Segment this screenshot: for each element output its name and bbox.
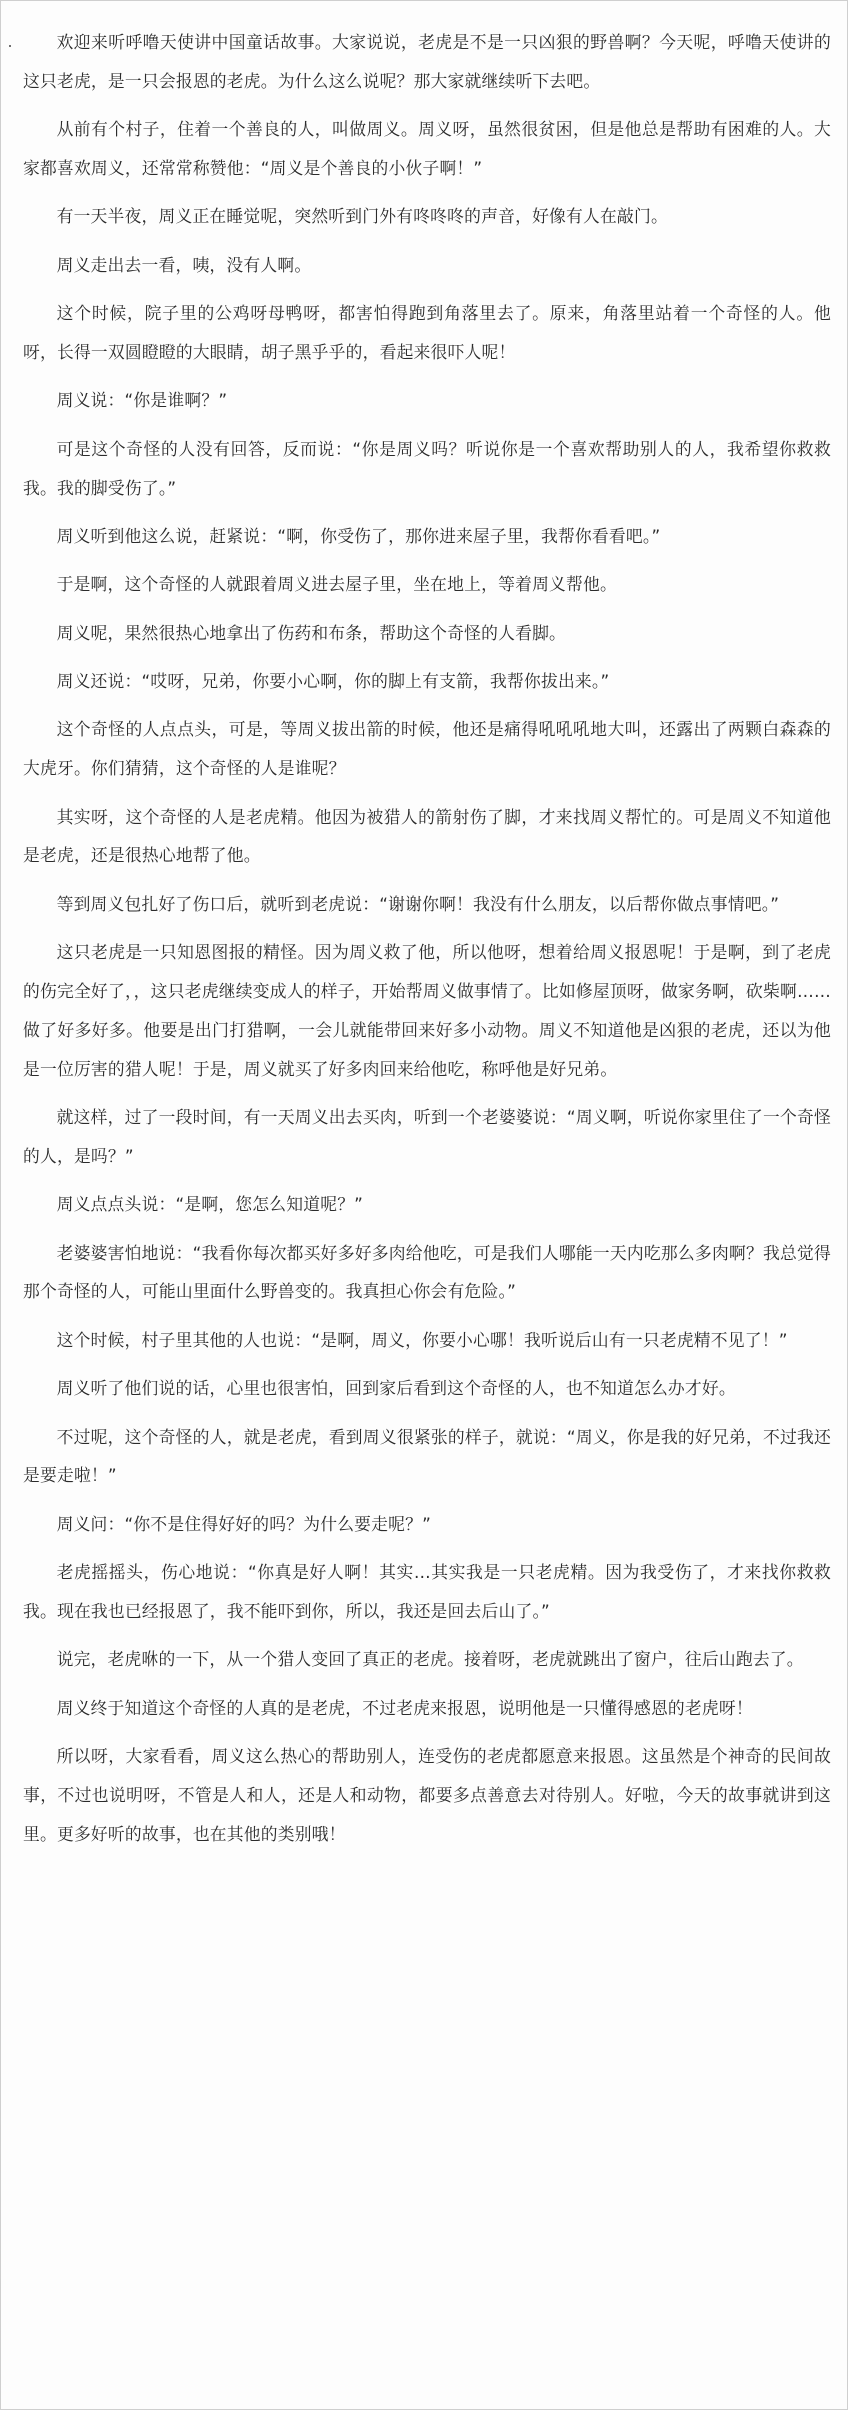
paragraph-25: 周义终于知道这个奇怪的人真的是老虎，不过老虎来报恩，说明他是一只懂得感恩的老虎呀！ [56, 1697, 753, 1718]
paragraph-18: 老婆婆害怕地说：“我看你每次都买好多好多肉给他吃，可是我们人哪能一天内吃那么多肉啊？我总觉得那个奇怪的人，可能山里面什么野兽变的。我真担心你会有危险。” [23, 1242, 831, 1302]
paragraph-13: 其实呀，这个奇怪的人是老虎精。他因为被猎人的箭射伤了脚，才来找周义帮忙的。可是周义不知道他是老虎，还是很热心地帮了他。 [23, 806, 831, 866]
paragraph-4: 周义走出去一看，咦，没有人啊。 [56, 254, 312, 275]
paragraph-7: 可是这个奇怪的人没有回答，反而说：“你是周义吗？听说你是一个喜欢帮助别人的人，我希望你救救我。我的脚受伤了。” [23, 438, 831, 498]
paragraph-26: 所以呀，大家看看，周义这么热心的帮助别人，连受伤的老虎都愿意来报恩。这虽然是个神奇的民间故事，不过也说明呀，不管是人和人，还是人和动物，都要多点善意去对待别人。好啦，今天的故事就讲到这里。更多好听的故事，也在其他的类别哦！ [23, 1746, 831, 1844]
paragraph-12: 这个奇怪的人点点头，可是，等周义拔出箭的时候，他还是痛得吼吼吼地大叫，还露出了两颗白森森的大虎牙。你们猜猜，这个奇怪的人是谁呢？ [23, 719, 831, 779]
paragraph-19: 这个时候，村子里其他的人也说：“是啊，周义，你要小心哪！我听说后山有一只老虎精不见了！” [56, 1329, 788, 1350]
paragraph-15: 这只老虎是一只知恩图报的精怪。因为周义救了他，所以他呀，想着给周义报恩呢！于是啊，到了老虎的伤完全好了，，这只老虎继续变成人的样子，开始帮周义做事情了。比如修屋顶呀，做家务啊，砍柴啊……做了好多好多。他要是出门打猎啊，一会儿就能带回来好多小动物。周义不知道他是凶狠的老虎，还以为他是一位厉害的猎人呢！于是，周义就买了好多肉回来给他吃，称呼他是好兄弟。 [23, 942, 831, 1079]
paragraph-3: 有一天半夜，周义正在睡觉呢，突然听到门外有咚咚咚的声音，好像有人在敲门。 [56, 206, 668, 227]
paragraph-14: 等到周义包扎好了伤口后，就听到老虎说：“谢谢你啊！我没有什么朋友，以后帮你做点事情吧。” [56, 893, 780, 914]
paragraph-24: 说完，老虎咻的一下，从一个猎人变回了真正的老虎。接着呀，老虎就跳出了窗户，往后山跑去了。 [56, 1649, 804, 1670]
paragraph-20: 周义听了他们说的话，心里也很害怕，回到家后看到这个奇怪的人，也不知道怎么办才好。 [56, 1378, 736, 1399]
paragraph-11: 周义还说：“哎呀，兄弟，你要小心啊，你的脚上有支箭，我帮你拔出来。” [56, 671, 610, 692]
paragraph-23: 老虎摇摇头，伤心地说：“你真是好人啊！其实…其实我是一只老虎精。因为我受伤了，才来找你救救我。现在我也已经报恩了，我不能吓到你，所以，我还是回去后山了。” [23, 1562, 831, 1621]
story-text [23, 23, 831, 1863]
paragraph-10: 周义呢，果然很热心地拿出了伤药和布条，帮助这个奇怪的人看脚。 [56, 622, 567, 643]
paragraph-9: 于是啊，这个奇怪的人就跟着周义进去屋子里，坐在地上，等着周义帮他。 [56, 574, 617, 595]
paragraph-8: 周义听到他这么说，赶紧说：“啊，你受伤了，那你进来屋子里，我帮你看看吧。” [56, 525, 661, 546]
paragraph-1: 欢迎来听呼噜天使讲中国童话故事。大家说说，老虎是不是一只凶狠的野兽啊？今天呢，呼噜天使讲的这只老虎，是一只会报恩的老虎。为什么这么说呢？那大家就继续听下去吧。 [23, 32, 831, 91]
paragraph-16: 就这样，过了一段时间，有一天周义出去买肉，听到一个老婆婆说：“周义啊，听说你家里住了一个奇怪的人，是吗？” [23, 1107, 831, 1166]
paragraph-2: 从前有个村子，住着一个善良的人，叫做周义。周义呀，虽然很贫困，但是他总是帮助有困难的人。大家都喜欢周义，还常常称赞他：“周义是个善良的小伙子啊！” [23, 119, 831, 178]
paragraph-17: 周义点点头说：“是啊，您怎么知道呢？” [56, 1194, 364, 1215]
paragraph-5: 这个时候，院子里的公鸡呀母鸭呀，都害怕得跑到角落里去了。原来，角落里站着一个奇怪的人。他呀，长得一双圆瞪瞪的大眼睛，胡子黑乎乎的，看起来很吓人呢！ [23, 303, 831, 362]
paragraph-6: 周义说：“你是谁啊？” [56, 390, 228, 411]
paragraph-22: 周义问：“你不是住得好好的吗？为什么要走呢？” [56, 1513, 431, 1534]
bullet-dot [9, 45, 11, 47]
paragraph-21: 不过呢，这个奇怪的人，就是老虎，看到周义很紧张的样子，就说：“周义，你是我的好兄弟，不过我还是要走啦！” [23, 1426, 831, 1486]
